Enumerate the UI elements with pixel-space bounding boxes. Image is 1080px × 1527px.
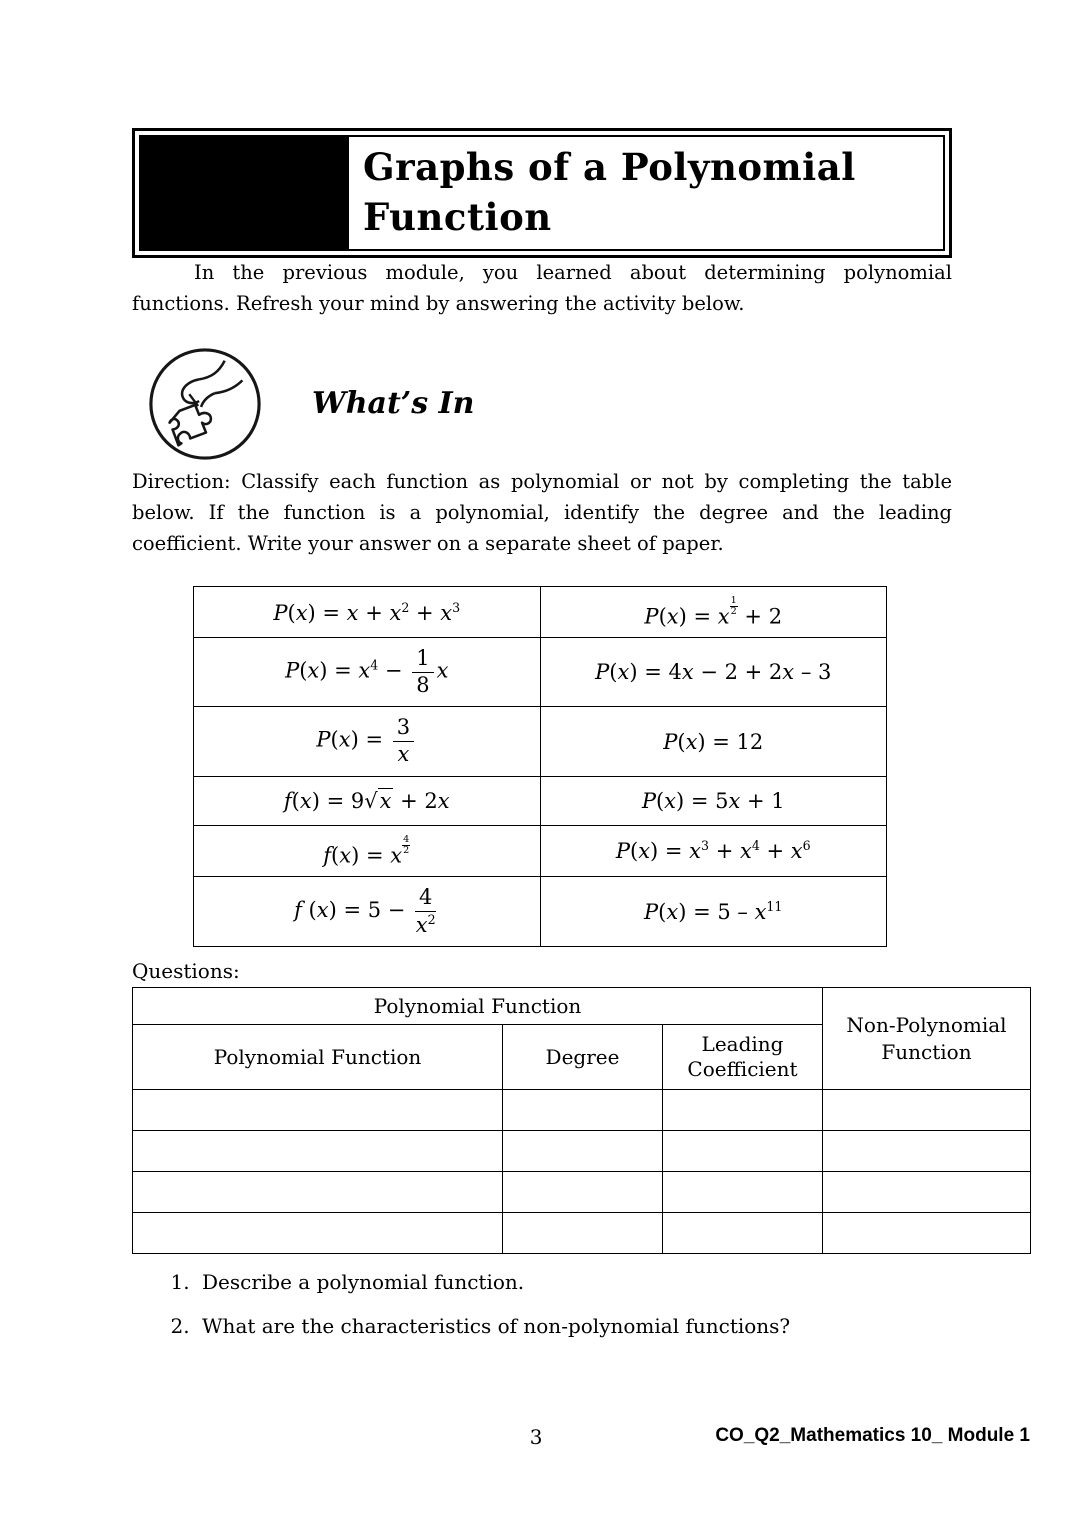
answer-cell	[663, 1172, 823, 1213]
answer-cell	[503, 1172, 663, 1213]
question-item: 2. What are the characteristics of non-polynomial functions?	[196, 1314, 952, 1338]
module-label: CO_Q2_Mathematics 10_ Module 1	[715, 1425, 1030, 1446]
function-cell: $P(x) = x^3 + x^4 + x^6$	[540, 825, 887, 877]
answer-cell	[133, 1090, 503, 1131]
polynomial-group-header: Polynomial Function	[133, 988, 823, 1025]
functions-table-row	[194, 638, 887, 707]
answer-cell	[823, 1213, 1031, 1254]
column-header-polynomial-function: Polynomial Function	[133, 1025, 503, 1090]
page-title: Graphs of a Polynomial Function	[363, 145, 856, 239]
title-banner	[132, 128, 952, 258]
function-cell: P(x) = 4x − 2 + 2x – 3	[540, 638, 887, 707]
function-cell: P(x) = x $^{\frac{1}{2}}$ + 2	[540, 586, 887, 638]
direction-paragraph: Direction: Classify each function as polynomial or not by completing the table below. If the function is a polynomial, identify the degree and the leading coefficient. Write your answer on a separate sheet of paper.	[132, 470, 952, 556]
function-cell: $P(x) = x^4$ − $\frac{1}{8}$ x	[194, 638, 541, 707]
answer-cell	[133, 1213, 503, 1254]
question-item: 1. Describe a polynomial function.	[196, 1270, 952, 1294]
function-cell: $P(x) = x + x^2 + x^3$	[194, 586, 541, 638]
page-footer	[132, 1425, 1030, 1453]
column-header-leading-coefficient: Leading Coefficient	[663, 1025, 823, 1090]
classification-empty-row	[133, 1131, 1031, 1172]
classification-empty-row	[133, 1213, 1031, 1254]
functions-table-row	[194, 707, 887, 776]
questions-list	[132, 1270, 952, 1338]
classification-empty-row	[133, 1172, 1031, 1213]
puzzle-hand-icon	[146, 345, 264, 467]
classification-header-row	[133, 988, 1031, 1025]
page-number: 3	[529, 1425, 543, 1449]
answer-cell	[503, 1131, 663, 1172]
answer-cell	[823, 1131, 1031, 1172]
column-header-degree: Degree	[503, 1025, 663, 1090]
whats-in-heading: What’s In	[312, 385, 475, 421]
function-cell: P(x) = 5x + 1	[540, 776, 887, 825]
functions-table-row	[194, 776, 887, 825]
banner-black-block	[141, 137, 349, 249]
answer-cell	[503, 1090, 663, 1131]
functions-table-row	[194, 877, 887, 947]
answer-cell	[663, 1131, 823, 1172]
answer-cell	[133, 1131, 503, 1172]
function-cell: P(x) = $\frac{3}{x}$	[194, 707, 541, 776]
answer-cell	[663, 1213, 823, 1254]
functions-table-row	[194, 586, 887, 638]
answer-cell	[823, 1090, 1031, 1131]
answer-cell	[133, 1172, 503, 1213]
answer-cell	[663, 1090, 823, 1131]
function-cell: f (x) = 5 − $\frac{4}{x^2}$	[194, 877, 541, 947]
intro-paragraph: In the previous module, you learned about determining polynomial functions. Refresh your mind by answering the activity below.	[132, 260, 952, 315]
function-cell: $P(x) = 5 - x^{11}$	[540, 877, 887, 947]
functions-table	[193, 586, 887, 947]
answer-cell	[503, 1213, 663, 1254]
function-cell: f(x) = 9√x + 2x	[194, 776, 541, 825]
function-cell: f(x) = x $^{\frac{4}{2}}$	[194, 825, 541, 877]
functions-table-row	[194, 825, 887, 877]
answer-cell	[823, 1172, 1031, 1213]
non-polynomial-header: Non-Polynomial Function	[823, 988, 1031, 1090]
classification-empty-row	[133, 1090, 1031, 1131]
questions-label: Questions:	[132, 959, 240, 984]
function-cell: P(x) = 12	[540, 707, 887, 776]
whats-in-section	[132, 345, 952, 467]
classification-table	[132, 987, 1031, 1254]
